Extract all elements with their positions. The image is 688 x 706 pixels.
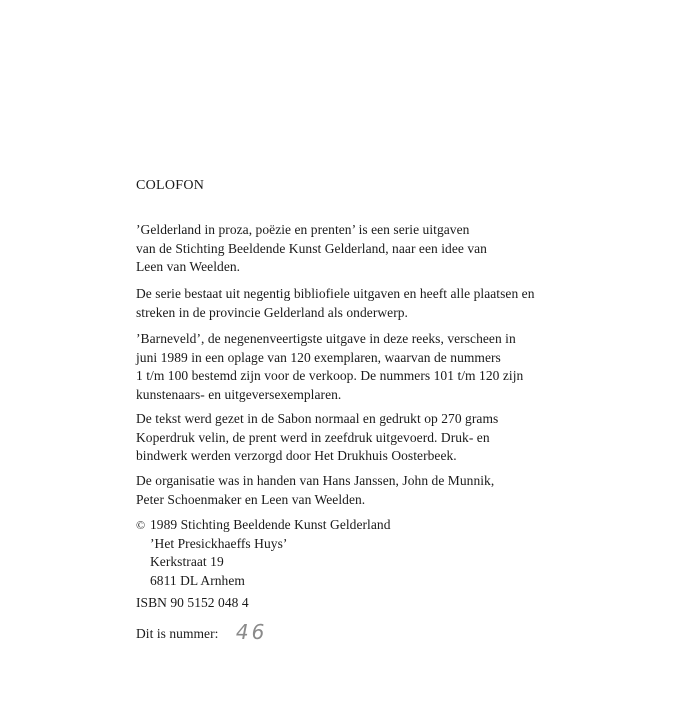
text-line: ’Gelderland in proza, poëzie en prenten’ is een serie uitgaven [136,222,470,237]
printing-paragraph [136,410,676,466]
publisher-address [150,516,391,590]
text-line: ’Barneveld’, de negenenveertigste uitgave in deze reeks, verscheen in [136,331,516,346]
text-line: juni 1989 in een oplage van 120 exemplaren, waarvan de nummers [136,349,501,365]
handwritten-copy-number: 46 [235,620,268,644]
copyright-icon: © [136,518,146,532]
text-line: De organisatie was in handen van Hans Janssen, John de Munnik, [136,473,495,488]
text-line: 1 t/m 100 bestemd zijn voor de verkoop. De nummers 101 t/m 120 zijn [136,368,524,383]
copy-number-label: Dit is nummer: [136,626,219,641]
edition-paragraph [136,330,676,404]
text-line: Leen van Weelden. [136,259,241,274]
text-line: kunstenaars- en uitgeversexemplaren. [136,386,342,402]
series-scope-paragraph [136,285,676,322]
address-line: Kerkstraat 19 [150,554,224,569]
text-line: Peter Schoenmaker en Leen van Weelden. [136,491,366,507]
text-line: bindwerk werden verzorgd door Het Drukhuis Oosterbeek. [136,448,457,463]
copyright-block [136,516,391,590]
text-line: De tekst werd gezet in de Sabon normaal en gedrukt op 270 grams [136,411,499,426]
series-description-paragraph [136,221,676,277]
address-line: ’Het Presickhaeffs Huys’ [150,535,288,551]
text-line: De serie bestaat uit negentig bibliofiele uitgaven en heeft alle plaatsen en [136,286,535,301]
address-line: 1989 Stichting Beeldende Kunst Gelderland [150,517,391,532]
text-line: van de Stichting Beeldende Kunst Gelderland, naar een idee van [136,240,487,256]
text-line: streken in de provincie Gelderland als onderwerp. [136,304,408,320]
text-line: Koperdruk velin, de prent werd in zeefdruk uitgevoerd. Druk- en [136,429,490,445]
organisation-paragraph [136,472,676,509]
colofon-heading: COLOFON [136,178,205,193]
isbn-number: ISBN 90 5152 048 4 [136,595,249,610]
address-line: 6811 DL Arnhem [150,572,245,588]
copy-number-line [136,620,268,644]
